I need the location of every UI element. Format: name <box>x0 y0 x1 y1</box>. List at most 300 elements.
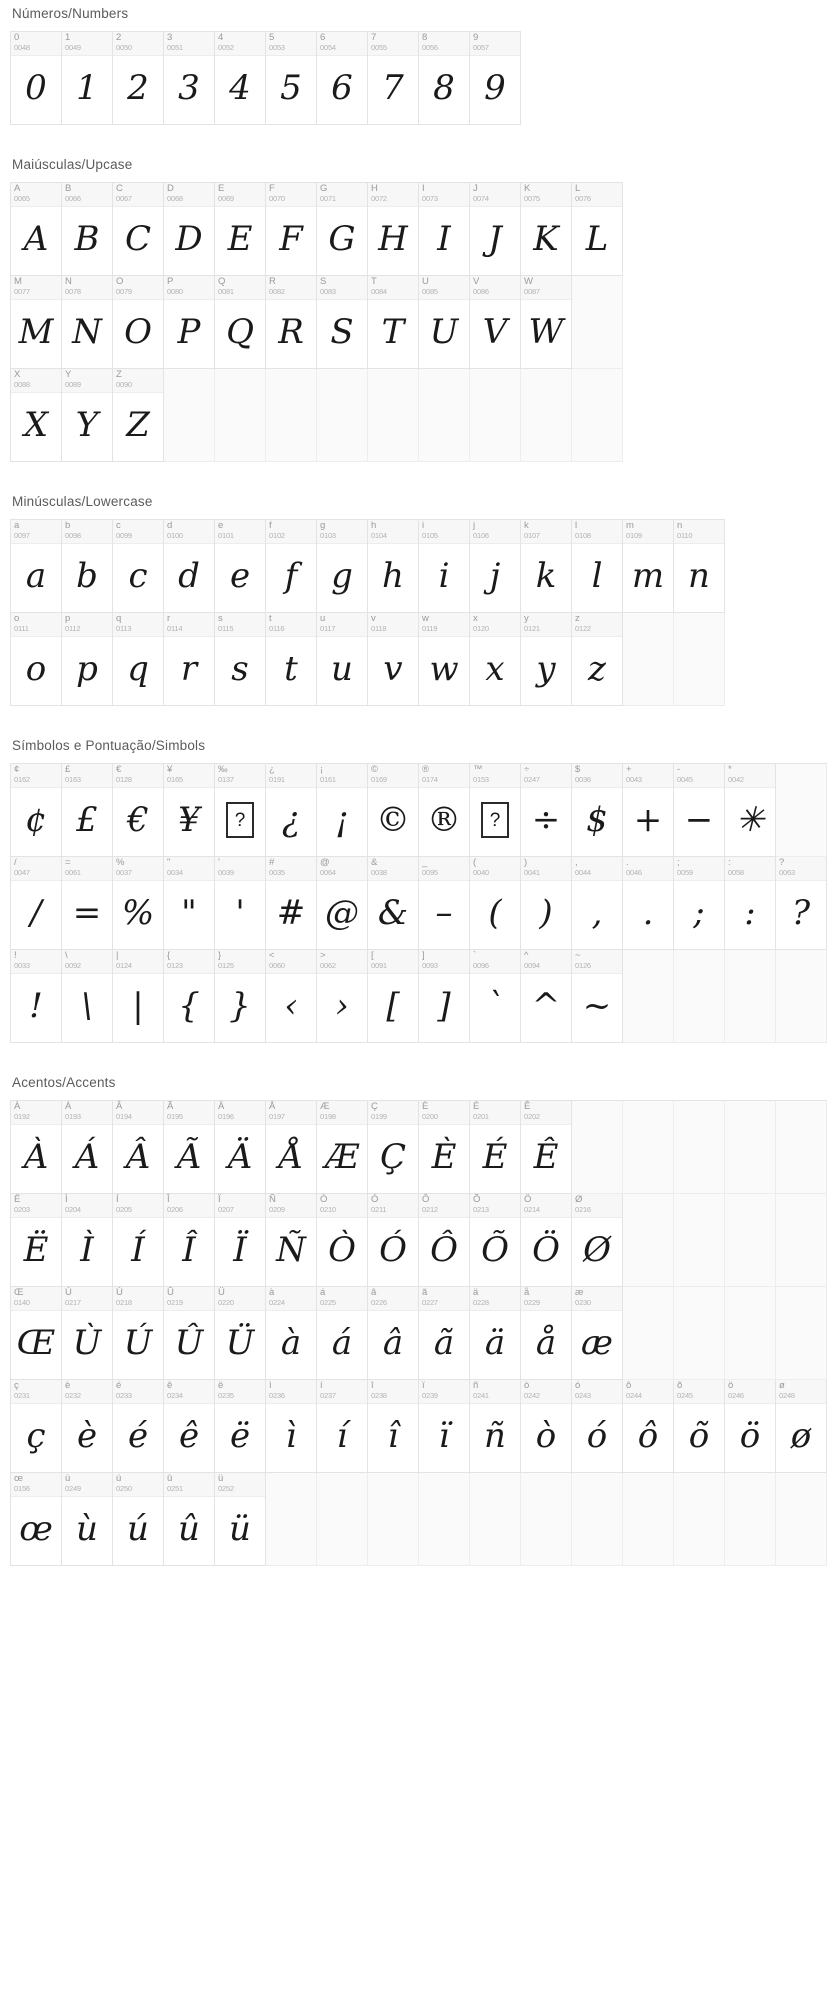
glyph-char-code: 0095 <box>422 868 438 877</box>
glyph-char-code: 0212 <box>422 1205 438 1214</box>
glyph-cell[interactable] <box>419 1287 470 1380</box>
glyph-cell[interactable] <box>572 1380 623 1473</box>
glyph-char-code: 0067 <box>116 194 132 203</box>
glyph-cell[interactable] <box>164 1473 215 1566</box>
glyph-cell[interactable] <box>266 1380 317 1473</box>
glyph-char-code: 0234 <box>167 1391 183 1400</box>
glyph-cell[interactable] <box>164 32 215 125</box>
glyph-char-code: 0116 <box>269 624 285 633</box>
glyph-preview: ® <box>427 800 461 840</box>
glyph-cell[interactable] <box>11 1194 62 1287</box>
glyph-preview: ¥ <box>178 800 200 840</box>
glyph-cell[interactable] <box>11 1287 62 1380</box>
glyph-cell-header <box>623 764 673 788</box>
glyph-char-label: I <box>422 183 425 194</box>
glyph-preview: C <box>124 219 151 259</box>
glyph-char-code: 0043 <box>626 775 642 784</box>
glyph-cell[interactable] <box>368 950 419 1043</box>
glyph-cell[interactable] <box>62 1101 113 1194</box>
glyph-cell[interactable] <box>113 1380 164 1473</box>
glyph-cell[interactable] <box>215 1380 266 1473</box>
glyph-cell[interactable] <box>62 276 113 369</box>
glyph-preview: x <box>485 649 505 689</box>
glyph-cell[interactable] <box>521 276 572 369</box>
glyph-cell-header <box>11 857 61 881</box>
glyph-cell[interactable] <box>368 32 419 125</box>
glyph-cell[interactable] <box>470 1194 521 1287</box>
glyph-cell[interactable] <box>572 613 623 706</box>
glyph-cell[interactable] <box>113 950 164 1043</box>
glyph-cell[interactable] <box>725 1380 776 1473</box>
glyph-cell[interactable] <box>62 613 113 706</box>
glyph-cell[interactable] <box>368 1380 419 1473</box>
glyph-char-label: V <box>473 276 480 287</box>
glyph-preview: ö <box>739 1416 761 1456</box>
glyph-char-code: 0109 <box>626 531 642 540</box>
glyph-preview: À <box>23 1137 49 1177</box>
glyph-cell[interactable] <box>623 764 674 857</box>
glyph-char-code: 0122 <box>575 624 591 633</box>
glyph-preview: O <box>124 312 152 352</box>
glyph-char-code: 0110 <box>677 531 693 540</box>
glyph-preview: W <box>528 312 564 352</box>
glyph-char-label: ÷ <box>524 764 530 775</box>
glyph-cell-header <box>368 276 418 300</box>
glyph-preview: ✳ <box>735 800 765 840</box>
glyph-preview: e <box>229 556 251 596</box>
glyph-cell-header <box>368 857 418 881</box>
glyph-cell[interactable] <box>419 32 470 125</box>
glyph-cell-header <box>419 764 469 788</box>
glyph-cell[interactable] <box>470 950 521 1043</box>
glyph-cell[interactable] <box>62 369 113 462</box>
glyph-cell-empty <box>623 950 674 1043</box>
glyph-cell[interactable] <box>11 1380 62 1473</box>
glyph-cell[interactable] <box>419 1194 470 1287</box>
glyph-char-label: c <box>116 520 121 531</box>
glyph-cell[interactable] <box>572 764 623 857</box>
glyph-cell[interactable] <box>266 950 317 1043</box>
glyph-char-label: û <box>167 1473 173 1484</box>
glyph-cell[interactable] <box>572 950 623 1043</box>
glyph-char-label: Ê <box>524 1101 531 1112</box>
glyph-cell[interactable] <box>521 183 572 276</box>
glyph-cell[interactable] <box>113 520 164 613</box>
glyph-cell[interactable] <box>215 857 266 950</box>
glyph-cell[interactable] <box>521 1380 572 1473</box>
glyph-cell-header <box>62 857 112 881</box>
glyph-cell-header <box>521 1194 571 1218</box>
glyph-cell[interactable] <box>317 764 368 857</box>
glyph-cell[interactable] <box>674 764 725 857</box>
glyph-cell[interactable] <box>215 32 266 125</box>
glyph-cell[interactable] <box>215 520 266 613</box>
glyph-cell[interactable] <box>419 950 470 1043</box>
glyph-cell[interactable] <box>113 276 164 369</box>
glyph-cell-header <box>572 520 622 544</box>
glyph-cell-header <box>266 857 316 881</box>
glyph-cell[interactable] <box>62 1473 113 1566</box>
glyph-cell[interactable] <box>164 276 215 369</box>
glyph-cell[interactable] <box>521 764 572 857</box>
glyph-char-code: 0085 <box>422 287 438 296</box>
glyph-cell[interactable] <box>317 857 368 950</box>
glyph-cell-header <box>521 1287 571 1311</box>
glyph-cell-header <box>113 520 163 544</box>
glyph-cell[interactable] <box>368 613 419 706</box>
glyph-preview: m <box>631 556 665 596</box>
glyph-preview: Ô <box>430 1230 458 1270</box>
glyph-cell[interactable] <box>419 1380 470 1473</box>
glyph-cell[interactable] <box>470 613 521 706</box>
glyph-cell[interactable] <box>113 1194 164 1287</box>
glyph-cell[interactable] <box>164 764 215 857</box>
glyph-cell-header <box>419 183 469 207</box>
glyph-cell[interactable] <box>11 950 62 1043</box>
glyph-preview: ( <box>488 893 502 933</box>
glyph-cell[interactable] <box>521 613 572 706</box>
glyph-char-label: = <box>65 857 71 868</box>
glyph-preview <box>470 788 520 856</box>
glyph-cell[interactable] <box>266 276 317 369</box>
glyph-preview: g <box>331 556 353 596</box>
glyph-cell-header <box>317 183 367 207</box>
glyph-cell-header <box>11 950 61 974</box>
glyph-cell[interactable] <box>470 857 521 950</box>
section-title: Acentos/Accents <box>12 1075 116 1090</box>
glyph-cell[interactable] <box>62 520 113 613</box>
glyph-cell[interactable] <box>215 613 266 706</box>
glyph-cell[interactable] <box>11 613 62 706</box>
glyph-preview: æ <box>581 1323 613 1363</box>
glyph-preview: l <box>591 556 603 596</box>
glyph-cell-header <box>164 183 214 207</box>
glyph-char-label: H <box>371 183 378 194</box>
glyph-cell[interactable] <box>113 857 164 950</box>
glyph-char-code: 0200 <box>422 1112 438 1121</box>
glyph-cell[interactable] <box>113 1101 164 1194</box>
glyph-cell[interactable] <box>113 1473 164 1566</box>
glyph-preview: V <box>482 312 508 352</box>
glyph-cell[interactable] <box>623 1380 674 1473</box>
glyph-preview: ¢ <box>25 800 47 840</box>
glyph-cell[interactable] <box>317 32 368 125</box>
glyph-cell[interactable] <box>113 32 164 125</box>
glyph-cell-header <box>521 857 571 881</box>
glyph-cell-header <box>368 520 418 544</box>
glyph-cell[interactable] <box>521 1101 572 1194</box>
glyph-preview: G <box>328 219 356 259</box>
glyph-cell[interactable] <box>164 1380 215 1473</box>
glyph-cell[interactable] <box>470 1101 521 1194</box>
glyph-cell[interactable] <box>317 1194 368 1287</box>
glyph-char-label: é <box>116 1380 122 1391</box>
glyph-cell[interactable] <box>215 276 266 369</box>
glyph-cell[interactable] <box>164 1194 215 1287</box>
glyph-cell[interactable] <box>11 857 62 950</box>
glyph-cell[interactable] <box>11 369 62 462</box>
glyph-cell-header <box>11 1287 61 1311</box>
glyph-cell[interactable] <box>317 1101 368 1194</box>
glyph-cell[interactable] <box>419 613 470 706</box>
glyph-preview: n <box>688 556 710 596</box>
glyph-cell-empty <box>419 369 470 462</box>
glyph-cell[interactable] <box>419 857 470 950</box>
glyph-cell[interactable] <box>623 857 674 950</box>
glyph-char-label: ] <box>422 950 425 961</box>
glyph-preview: % <box>121 893 155 933</box>
glyph-char-code: 0113 <box>116 624 132 633</box>
glyph-cell[interactable] <box>419 1101 470 1194</box>
glyph-char-code: 0124 <box>116 961 132 970</box>
glyph-char-label: i <box>422 520 425 531</box>
glyph-preview: & <box>377 893 409 933</box>
glyph-cell[interactable] <box>776 857 827 950</box>
glyph-char-code: 0218 <box>116 1298 132 1307</box>
glyph-cell[interactable] <box>419 183 470 276</box>
glyph-cell[interactable] <box>368 276 419 369</box>
glyph-cell[interactable] <box>215 950 266 1043</box>
glyph-char-code: 0207 <box>218 1205 234 1214</box>
glyph-char-label: q <box>116 613 122 624</box>
glyph-cell-header <box>62 764 112 788</box>
glyph-preview: } <box>229 986 251 1026</box>
glyph-cell[interactable] <box>776 1380 827 1473</box>
glyph-preview: › <box>335 986 349 1026</box>
glyph-cell[interactable] <box>317 276 368 369</box>
glyph-preview: q <box>127 649 149 689</box>
glyph-char-code: 0069 <box>218 194 234 203</box>
glyph-cell[interactable] <box>368 1287 419 1380</box>
glyph-cell-header <box>215 1473 265 1497</box>
glyph-char-label: E <box>218 183 225 194</box>
glyph-cell[interactable] <box>368 520 419 613</box>
glyph-char-label: F <box>269 183 275 194</box>
glyph-preview: È <box>431 1137 457 1177</box>
glyph-cell[interactable] <box>317 520 368 613</box>
glyph-cell-header <box>215 1194 265 1218</box>
glyph-cell[interactable] <box>521 1194 572 1287</box>
glyph-cell[interactable] <box>215 183 266 276</box>
glyph-cell[interactable] <box>317 183 368 276</box>
glyph-cell[interactable] <box>674 857 725 950</box>
glyph-cell[interactable] <box>674 520 725 613</box>
glyph-cell[interactable] <box>470 32 521 125</box>
glyph-cell[interactable] <box>113 183 164 276</box>
glyph-cell[interactable] <box>62 1380 113 1473</box>
glyph-cell-header <box>521 520 571 544</box>
glyph-cell[interactable] <box>470 1287 521 1380</box>
glyph-char-label: Ó <box>371 1194 379 1205</box>
glyph-cell[interactable] <box>11 276 62 369</box>
glyph-char-code: 0216 <box>575 1205 591 1214</box>
glyph-preview: É <box>482 1137 508 1177</box>
glyph-cell[interactable] <box>164 520 215 613</box>
glyph-cell[interactable] <box>62 950 113 1043</box>
glyph-cell[interactable] <box>266 32 317 125</box>
glyph-cell[interactable] <box>164 613 215 706</box>
glyph-cell[interactable] <box>215 1287 266 1380</box>
glyph-char-label: õ <box>677 1380 683 1391</box>
glyph-cell[interactable] <box>164 950 215 1043</box>
glyph-cell[interactable] <box>113 613 164 706</box>
glyph-preview: $ <box>586 800 608 840</box>
glyph-char-code: 0052 <box>218 43 234 52</box>
glyph-cell[interactable] <box>521 1287 572 1380</box>
glyph-char-code: 0227 <box>422 1298 438 1307</box>
glyph-char-label: Â <box>116 1101 123 1112</box>
glyph-preview: # <box>276 893 306 933</box>
glyph-char-label: Ä <box>218 1101 225 1112</box>
glyph-cell[interactable] <box>266 1287 317 1380</box>
glyph-cell[interactable] <box>317 1380 368 1473</box>
glyph-cell[interactable] <box>368 857 419 950</box>
glyph-cell[interactable] <box>317 613 368 706</box>
glyph-char-label: k <box>524 520 529 531</box>
glyph-cell[interactable] <box>470 520 521 613</box>
glyph-char-label: œ <box>14 1473 23 1484</box>
glyph-cell-header <box>674 1380 724 1404</box>
glyph-preview: ç <box>26 1416 46 1456</box>
glyph-char-code: 0050 <box>116 43 132 52</box>
glyph-cell[interactable] <box>470 1380 521 1473</box>
glyph-cell[interactable] <box>725 857 776 950</box>
glyph-char-code: 0204 <box>65 1205 81 1214</box>
glyph-preview: X <box>23 405 49 445</box>
glyph-char-label: 2 <box>116 32 122 43</box>
glyph-cell[interactable] <box>215 1101 266 1194</box>
glyph-cell[interactable] <box>164 1101 215 1194</box>
glyph-cell[interactable] <box>266 1194 317 1287</box>
glyph-cell-header <box>419 1101 469 1125</box>
glyph-cell[interactable] <box>11 1473 62 1566</box>
glyph-cell[interactable] <box>623 520 674 613</box>
glyph-cell[interactable] <box>11 32 62 125</box>
glyph-char-label: Ö <box>524 1194 532 1205</box>
glyph-cell[interactable] <box>266 1101 317 1194</box>
glyph-cell[interactable] <box>470 183 521 276</box>
glyph-cell[interactable] <box>164 857 215 950</box>
glyph-char-code: 0042 <box>728 775 744 784</box>
glyph-cell[interactable] <box>572 520 623 613</box>
glyph-cell[interactable] <box>11 1101 62 1194</box>
glyph-cell-header <box>11 1101 61 1125</box>
glyph-cell[interactable] <box>113 1287 164 1380</box>
glyph-cell[interactable] <box>368 1101 419 1194</box>
glyph-char-label: 5 <box>269 32 275 43</box>
glyph-cell-header <box>266 613 316 637</box>
glyph-cell[interactable] <box>62 1287 113 1380</box>
glyph-cell[interactable] <box>62 764 113 857</box>
glyph-char-code: 0033 <box>14 961 30 970</box>
glyph-cell[interactable] <box>572 1287 623 1380</box>
glyph-cell[interactable] <box>266 613 317 706</box>
glyph-char-label: É <box>473 1101 480 1112</box>
glyph-cell-empty <box>572 1473 623 1566</box>
glyph-cell[interactable] <box>266 183 317 276</box>
glyph-cell[interactable] <box>521 950 572 1043</box>
glyph-cell[interactable] <box>725 764 776 857</box>
glyph-cell[interactable] <box>164 1287 215 1380</box>
glyph-cell[interactable] <box>521 857 572 950</box>
glyph-cell[interactable] <box>419 520 470 613</box>
glyph-cell[interactable] <box>470 764 521 857</box>
glyph-cell-empty <box>623 1287 674 1380</box>
glyph-cell[interactable] <box>164 183 215 276</box>
glyph-cell[interactable] <box>674 1380 725 1473</box>
glyph-cell[interactable] <box>11 183 62 276</box>
glyph-cell-header <box>113 1194 163 1218</box>
glyph-cell[interactable] <box>62 183 113 276</box>
glyph-char-label: g <box>320 520 326 531</box>
glyph-cell-empty <box>419 1473 470 1566</box>
glyph-char-label: X <box>14 369 21 380</box>
glyph-cell[interactable] <box>419 276 470 369</box>
glyph-cell[interactable] <box>11 520 62 613</box>
glyph-cell[interactable] <box>113 764 164 857</box>
glyph-cell[interactable] <box>368 183 419 276</box>
glyph-cell-header <box>266 950 316 974</box>
glyph-cell[interactable] <box>317 950 368 1043</box>
glyph-char-label: Ô <box>422 1194 430 1205</box>
glyph-cell[interactable] <box>62 1194 113 1287</box>
glyph-cell[interactable] <box>470 276 521 369</box>
glyph-char-label: © <box>371 764 378 775</box>
glyph-cell[interactable] <box>11 764 62 857</box>
glyph-cell-empty <box>572 276 623 369</box>
glyph-cell-header <box>572 950 622 974</box>
glyph-cell-header <box>470 32 520 56</box>
glyph-char-label: > <box>320 950 326 961</box>
glyph-cell[interactable] <box>572 857 623 950</box>
glyph-char-label: Ò <box>320 1194 328 1205</box>
glyph-preview: Â <box>125 1137 151 1177</box>
glyph-char-code: 0162 <box>14 775 30 784</box>
glyph-char-code: 0049 <box>65 43 81 52</box>
glyph-char-code: 0039 <box>218 868 234 877</box>
glyph-cell[interactable] <box>317 1287 368 1380</box>
glyph-cell-empty <box>623 613 674 706</box>
glyph-cell[interactable] <box>215 1473 266 1566</box>
glyph-cell[interactable] <box>62 857 113 950</box>
glyph-cell[interactable] <box>368 1194 419 1287</box>
glyph-grid-row <box>11 276 623 369</box>
glyph-cell-header <box>521 183 571 207</box>
glyph-cell[interactable] <box>113 369 164 462</box>
glyph-char-label: £ <box>65 764 71 775</box>
glyph-cell[interactable] <box>368 764 419 857</box>
glyph-cell-header <box>470 1101 520 1125</box>
glyph-cell[interactable] <box>62 32 113 125</box>
glyph-char-code: 0079 <box>116 287 132 296</box>
glyph-cell-header <box>725 764 775 788</box>
glyph-grid-row <box>11 1473 827 1566</box>
glyph-char-label: ï <box>422 1380 425 1391</box>
glyph-cell[interactable] <box>572 1194 623 1287</box>
glyph-cell[interactable] <box>521 520 572 613</box>
glyph-cell-header <box>113 1287 163 1311</box>
glyph-cell[interactable] <box>215 1194 266 1287</box>
glyph-cell-header <box>215 1287 265 1311</box>
glyph-cell-header <box>164 1473 214 1497</box>
glyph-cell[interactable] <box>215 764 266 857</box>
glyph-cell[interactable] <box>266 857 317 950</box>
glyph-cell[interactable] <box>266 520 317 613</box>
glyph-preview: á <box>331 1323 353 1363</box>
glyph-cell[interactable] <box>266 764 317 857</box>
glyph-cell[interactable] <box>419 764 470 857</box>
glyph-cell[interactable] <box>572 183 623 276</box>
